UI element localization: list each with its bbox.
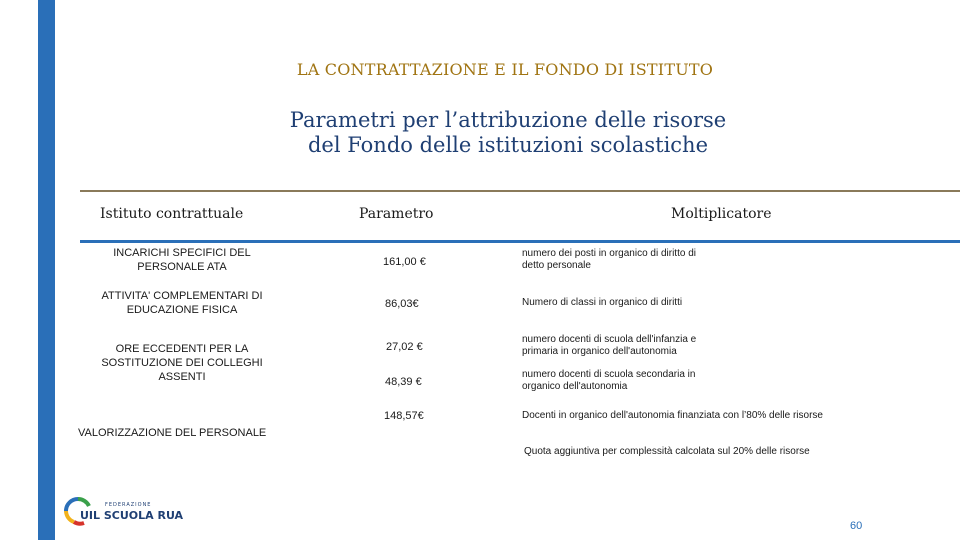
subtitle-line-2: del Fondo delle istituzioni scolastiche	[307, 133, 709, 157]
logo-arc-yellow	[66, 511, 74, 522]
logo-arc-red	[74, 522, 84, 524]
subtitle-line-1: Parametri per l’attribuzione delle risorse	[289, 108, 727, 132]
page-number: 60	[850, 520, 863, 532]
row1-parametro: 161,00 €	[383, 256, 426, 268]
row4-moltiplicatore: Docenti in organico dell'autonomia finanziata con l’80% delle risorse	[522, 410, 823, 421]
row2-parametro: 86,03€	[385, 298, 419, 310]
logo-text: UIL SCUOLA RUA	[80, 509, 184, 522]
row4-parametro: 148,57€	[384, 410, 424, 422]
slide-subtitle	[0, 108, 960, 158]
table-header-rule	[80, 240, 960, 243]
left-accent-bar	[38, 0, 55, 540]
row2-istituto: ATTIVITA' COMPLEMENTARI DI EDUCAZIONE FISICA	[101, 290, 263, 316]
row3-moltiplicatore-a: numero docenti di scuola dell'infanzia e primaria in organico dell'autonomia	[522, 334, 697, 357]
row4-moltiplicatore-extra: Quota aggiuntiva per complessità calcolata sul 20% delle risorse	[524, 446, 810, 457]
logo-arc-green	[78, 499, 89, 506]
row3-parametro-b: 48,39 €	[385, 376, 422, 388]
row1-moltiplicatore: numero dei posti in organico di diritto di detto personale	[522, 248, 696, 271]
logo-small-text: FEDERAZIONE	[105, 502, 152, 508]
row3-moltiplicatore-b: numero docenti di scuola secondaria in organico dell'autonomia	[522, 369, 696, 392]
row2-moltiplicatore: Numero di classi in organico di diritti	[522, 297, 683, 308]
logo-arc-blue	[66, 499, 78, 511]
row1-istituto: INCARICHI SPECIFICI DEL PERSONALE ATA	[113, 247, 251, 273]
row4-istituto: VALORIZZAZIONE DEL PERSONALE	[78, 427, 267, 439]
header-moltiplicatore: Moltiplicatore	[671, 206, 772, 222]
table-top-rule	[80, 190, 960, 192]
header-istituto: Istituto contrattuale	[100, 206, 244, 222]
slide-title: LA CONTRATTAZIONE E IL FONDO DI ISTITUTO	[296, 60, 714, 79]
header-parametro: Parametro	[359, 206, 434, 222]
row3-parametro-a: 27,02 €	[386, 341, 423, 353]
row3-istituto: ORE ECCEDENTI PER LA SOSTITUZIONE DEI COLLEGHI ASSENTI	[101, 343, 263, 383]
